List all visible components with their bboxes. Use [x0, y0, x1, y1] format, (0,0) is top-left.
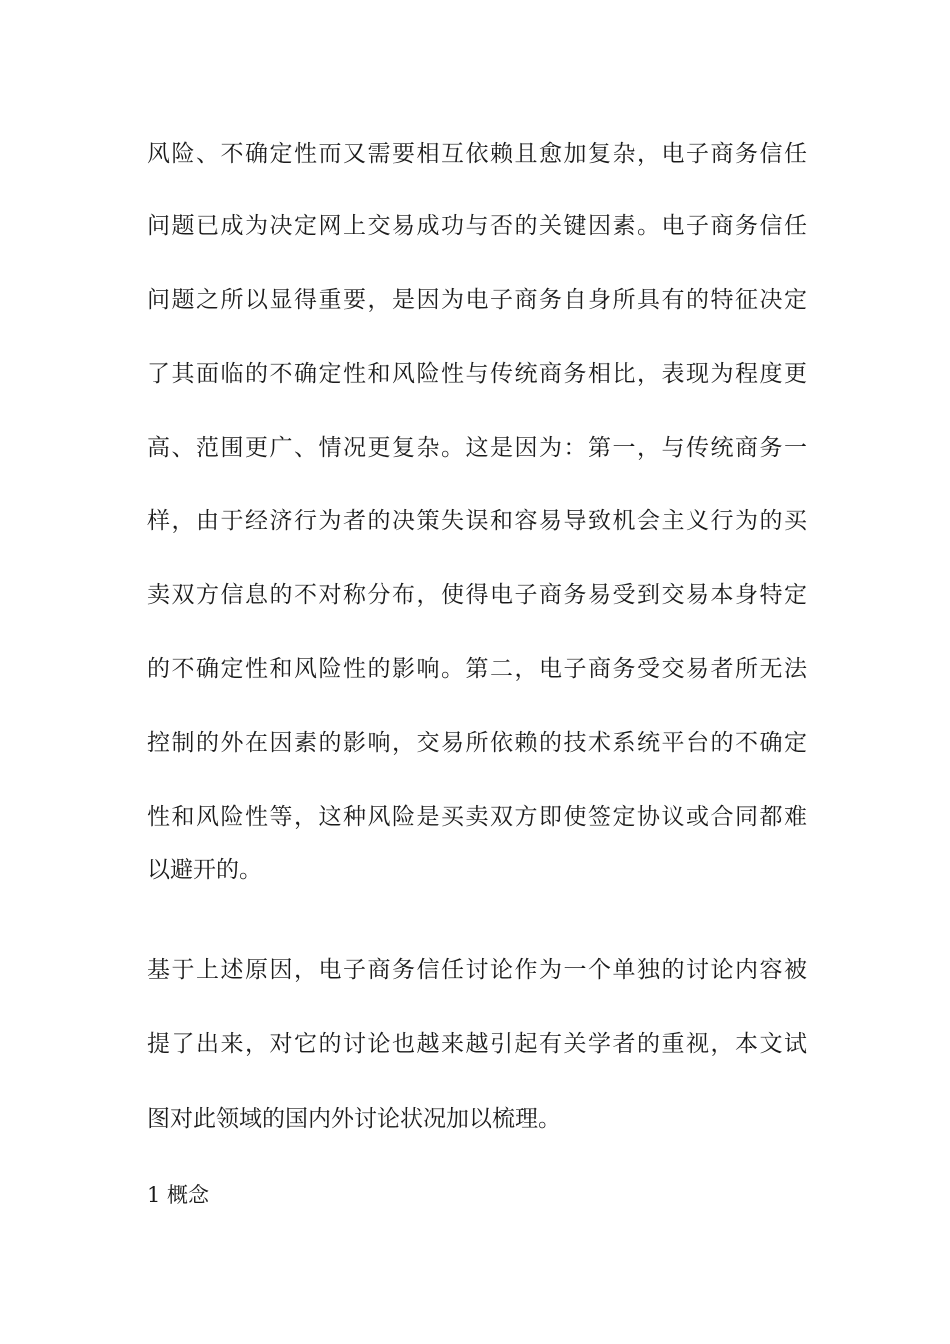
paragraph-1-line-5: 高、范围更广、情况更复杂。这是因为：第一，与传统商务一	[147, 435, 807, 461]
paragraph-1-line-6: 样，由于经济行为者的决策失误和容易导致机会主义行为的买	[147, 508, 807, 534]
paragraph-1-line-9: 控制的外在因素的影响，交易所依赖的技术系统平台的不确定	[147, 730, 807, 756]
paragraph-1-line-8: 的不确定性和风险性的影响。第二，电子商务受交易者所无法	[147, 656, 807, 682]
section-heading: 1 概念	[147, 1183, 210, 1207]
paragraph-1-line-10: 性和风险性等，这种风险是买卖双方即使签定协议或合同都难	[147, 804, 807, 830]
paragraph-2-line-1: 基于上述原因，电子商务信任讨论作为一个单独的讨论内容被	[147, 957, 807, 983]
paragraph-1-line-7: 卖双方信息的不对称分布，使得电子商务易受到交易本身特定	[147, 582, 807, 608]
paragraph-1-line-4: 了其面临的不确定性和风险性与传统商务相比，表现为程度更	[147, 361, 807, 387]
paragraph-2-line-3: 图对此领域的国内外讨论状况加以梳理。	[147, 1106, 561, 1132]
paragraph-1-line-2: 问题已成为决定网上交易成功与否的关键因素。电子商务信任	[147, 213, 807, 239]
paragraph-1-line-11: 以避开的。	[147, 857, 262, 883]
paragraph-2-line-2: 提了出来，对它的讨论也越来越引起有关学者的重视，本文试	[147, 1031, 807, 1057]
paragraph-1-line-3: 问题之所以显得重要，是因为电子商务自身所具有的特征决定	[147, 287, 807, 313]
paragraph-1-line-1: 风险、不确定性而又需要相互依赖且愈加复杂，电子商务信任	[147, 141, 807, 167]
